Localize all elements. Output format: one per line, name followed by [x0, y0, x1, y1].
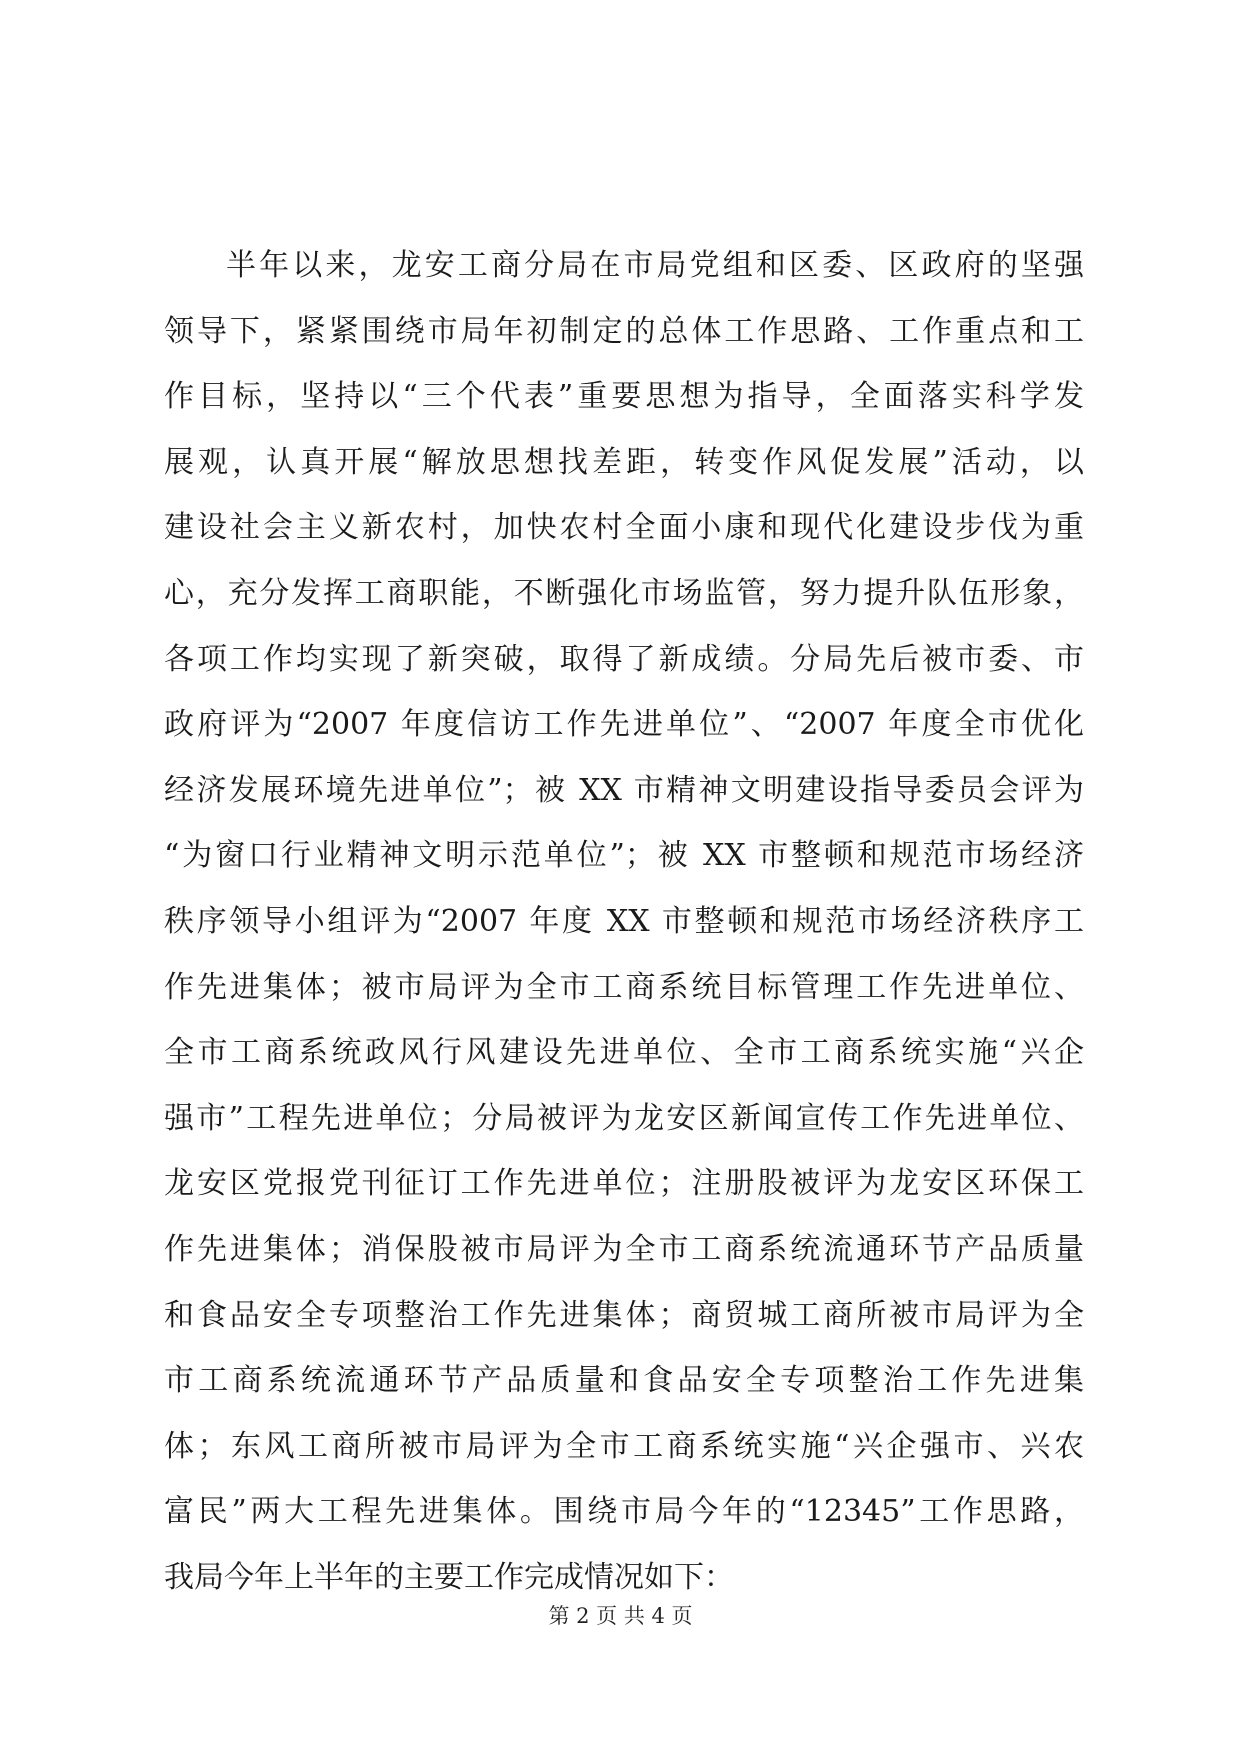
paragraph-line: 建设社会主义新农村，加快农村全面小康和现代化建设步伐为重	[164, 510, 1084, 546]
paragraph-line: 展观，认真开展“解放思想找差距，转变作风促发展”活动，以	[164, 444, 1084, 480]
paragraph-line: 半年以来，龙安工商分局在市局党组和区委、区政府的坚强	[226, 248, 1084, 283]
paragraph-line: 富民”两大工程先进集体。围绕市局今年的“12345”工作思路，	[164, 1494, 1084, 1530]
paragraph-line: 政府评为“2007 年度信访工作先进单位”、“2007 年度全市优化	[164, 707, 1084, 743]
paragraph-line: 和食品安全专项整治工作先进集体；商贸城工商所被市局评为全	[164, 1297, 1084, 1333]
body-paragraph	[164, 233, 1084, 1610]
paragraph-line: 经济发展环境先进单位”；被 XX 市精神文明建设指导委员会评为	[164, 772, 1084, 808]
page-number-footer: 第 2 页 共 4 页	[548, 1604, 693, 1628]
paragraph-line: 秩序领导小组评为“2007 年度 XX 市整顿和规范市场经济秩序工	[164, 903, 1084, 939]
paragraph-line: “为窗口行业精神文明示范单位”；被 XX 市整顿和规范市场经济	[164, 838, 1084, 874]
paragraph-line: 作先进集体；被市局评为全市工商系统目标管理工作先进单位、	[164, 969, 1084, 1005]
paragraph-line: 体；东风工商所被市局评为全市工商系统实施“兴企强市、兴农	[164, 1428, 1084, 1464]
paragraph-line: 领导下，紧紧围绕市局年初制定的总体工作思路、工作重点和工	[164, 313, 1084, 349]
paragraph-line: 市工商系统流通环节产品质量和食品安全专项整治工作先进集	[164, 1363, 1084, 1399]
paragraph-line: 心，充分发挥工商职能，不断强化市场监管，努力提升队伍形象，	[164, 575, 1084, 611]
paragraph-line: 各项工作均实现了新突破，取得了新成绩。分局先后被市委、市	[164, 641, 1084, 677]
paragraph-line: 我局今年上半年的主要工作完成情况如下：	[164, 1559, 734, 1595]
paragraph-line: 作先进集体；消保股被市局评为全市工商系统流通环节产品质量	[164, 1231, 1084, 1267]
paragraph-line: 强市”工程先进单位；分局被评为龙安区新闻宣传工作先进单位、	[164, 1100, 1084, 1136]
paragraph-line: 全市工商系统政风行风建设先进单位、全市工商系统实施“兴企	[164, 1035, 1084, 1071]
paragraph-line: 龙安区党报党刊征订工作先进单位；注册股被评为龙安区环保工	[164, 1166, 1084, 1202]
paragraph-line: 作目标，坚持以“三个代表”重要思想为指导，全面落实科学发	[164, 379, 1084, 415]
